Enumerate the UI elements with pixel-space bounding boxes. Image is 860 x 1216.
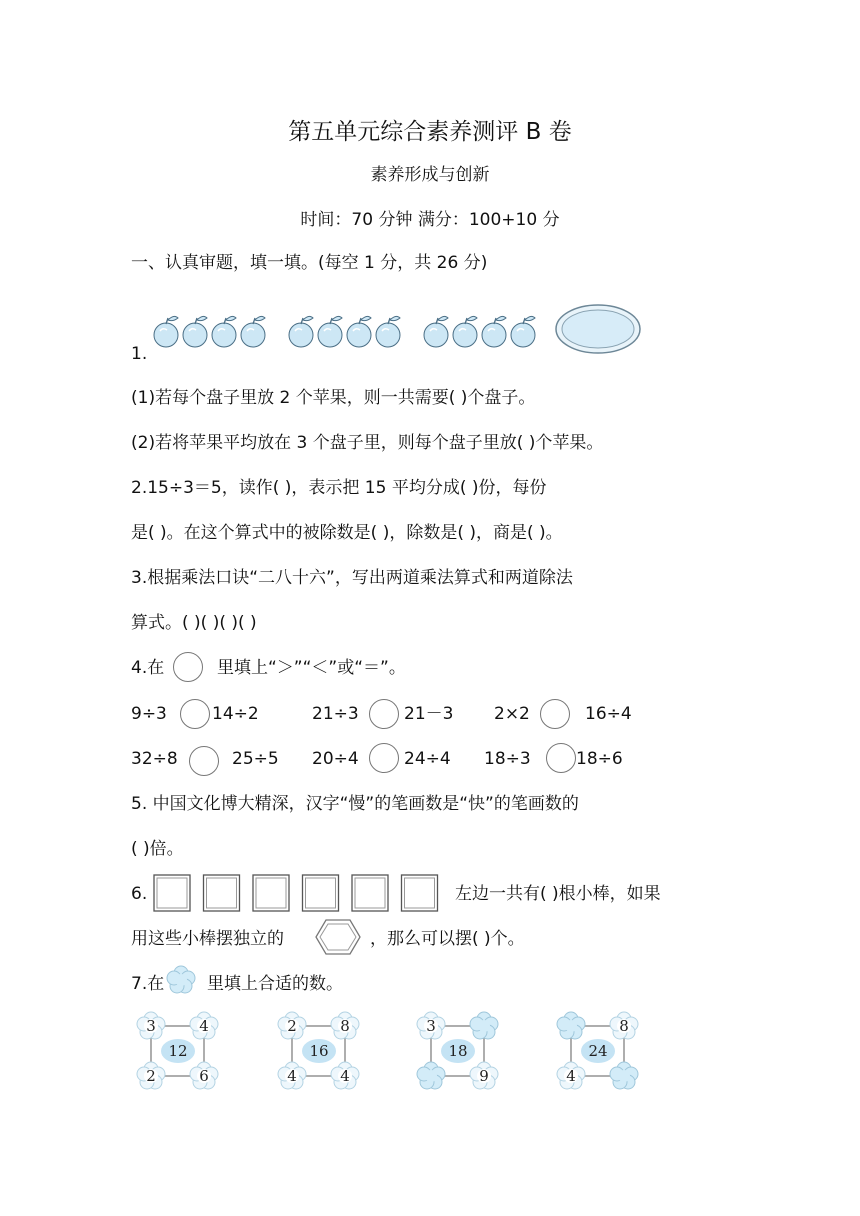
compare-left: 32÷8 xyxy=(131,749,178,769)
apple-icon xyxy=(482,316,506,347)
answer-circle[interactable] xyxy=(369,699,399,729)
answer-circle[interactable] xyxy=(540,699,570,729)
flower-blank-icon[interactable] xyxy=(470,1012,498,1039)
question-4-prefix: 4.在 xyxy=(131,658,165,678)
apple-icon xyxy=(376,316,400,347)
corner-number: 6 xyxy=(199,1067,209,1085)
stick-square xyxy=(253,875,289,911)
answer-circle[interactable] xyxy=(369,743,399,773)
compare-right: 14÷2 xyxy=(212,704,259,724)
flower-icon xyxy=(165,964,197,996)
question-1-part-1: (1)若每个盘子里放 2 个苹果，则一共需要( )个盘子。 xyxy=(131,388,536,408)
puzzle-frame xyxy=(414,1010,504,1090)
stick-square xyxy=(303,875,339,911)
corner-number-flower xyxy=(331,1062,359,1089)
corner-number: 8 xyxy=(619,1017,629,1035)
compare-left: 20÷4 xyxy=(312,749,359,769)
apple-icon xyxy=(424,316,448,347)
flower-blank-icon[interactable] xyxy=(557,1012,585,1039)
apple-icon xyxy=(212,316,236,347)
answer-circle[interactable] xyxy=(546,743,576,773)
question-5-line-2: ( )倍。 xyxy=(131,839,184,859)
question-6-number: 6. xyxy=(131,884,148,904)
corner-number: 8 xyxy=(340,1017,350,1035)
center-product: 18 xyxy=(448,1042,468,1060)
compare-right: 16÷4 xyxy=(585,704,632,724)
number-puzzle xyxy=(134,1010,224,1090)
compare-left: 2×2 xyxy=(494,704,530,724)
corner-number: 4 xyxy=(287,1067,297,1085)
corner-number-flower xyxy=(557,1062,585,1089)
puzzle-frame xyxy=(134,1010,224,1090)
question-2-line-1: 2.15÷3＝5，读作( )，表示把 15 平均分成( )份，每份 xyxy=(131,478,547,498)
puzzle-frame xyxy=(275,1010,365,1090)
corner-number-flower xyxy=(137,1062,165,1089)
stick-square xyxy=(204,875,240,911)
compare-right: 18÷6 xyxy=(576,749,623,769)
corner-number-flower xyxy=(190,1062,218,1089)
apples-plate-illustration xyxy=(150,305,650,357)
page-subtitle: 素养形成与创新 xyxy=(370,165,490,185)
corner-number-flower xyxy=(278,1062,306,1089)
number-puzzle xyxy=(554,1010,644,1090)
apple-icon xyxy=(154,316,178,347)
corner-number-flower xyxy=(278,1012,306,1039)
corner-number: 2 xyxy=(146,1067,156,1085)
corner-number-flower xyxy=(137,1012,165,1039)
corner-number: 2 xyxy=(287,1017,297,1035)
page-title: 第五单元综合素养测评 B 卷 xyxy=(288,119,572,145)
question-6-line-2b: ，那么可以摆( )个。 xyxy=(370,929,525,949)
exam-info: 时间：70 分钟 满分：100+10 分 xyxy=(300,210,560,230)
center-product: 12 xyxy=(168,1042,188,1060)
stick-square xyxy=(352,875,388,911)
compare-right: 21－3 xyxy=(404,704,454,724)
flower-blank-icon[interactable] xyxy=(417,1062,445,1089)
corner-number-flower xyxy=(190,1012,218,1039)
apple-icon xyxy=(453,316,477,347)
corner-number: 9 xyxy=(479,1067,489,1085)
apple-icon xyxy=(347,316,371,347)
corner-number: 4 xyxy=(199,1017,209,1035)
question-5-line-1: 5. 中国文化博大精深，汉字“慢”的笔画数是“快”的笔画数的 xyxy=(131,794,579,814)
question-3-line-1: 3.根据乘法口诀“二八十六”，写出两道乘法算式和两道除法 xyxy=(131,568,573,588)
question-1-part-2: (2)若将苹果平均放在 3 个盘子里，则每个盘子里放( )个苹果。 xyxy=(131,433,604,453)
question-7-prefix: 7.在 xyxy=(131,974,165,994)
question-3-line-2: 算式。( )( )( )( ) xyxy=(131,613,257,633)
corner-number-flower xyxy=(470,1062,498,1089)
compare-left: 18÷3 xyxy=(484,749,531,769)
question-4-instruction: 里填上“＞”“＜”或“＝”。 xyxy=(217,658,406,678)
question-7-instruction: 里填上合适的数。 xyxy=(207,974,343,994)
stick-square xyxy=(154,875,190,911)
stick-squares-illustration xyxy=(152,874,442,914)
compare-right: 25÷5 xyxy=(232,749,279,769)
hexagon-icon xyxy=(314,917,362,957)
plate-icon xyxy=(556,305,640,353)
puzzle-frame xyxy=(554,1010,644,1090)
question-6-line-2a: 用这些小棒摆独立的 xyxy=(131,929,284,949)
section-heading: 一、认真审题，填一填。(每空 1 分，共 26 分) xyxy=(131,253,488,273)
corner-number: 4 xyxy=(340,1067,350,1085)
question-2-line-2: 是( )。在这个算式中的被除数是( )，除数是( )，商是( )。 xyxy=(131,523,563,543)
number-puzzle xyxy=(275,1010,365,1090)
corner-number-flower xyxy=(331,1012,359,1039)
question-1-number: 1. xyxy=(131,344,148,364)
question-6-text: 左边一共有( )根小棒，如果 xyxy=(455,884,661,904)
apple-icon xyxy=(511,316,535,347)
apple-icon xyxy=(241,316,265,347)
stick-square xyxy=(402,875,438,911)
compare-circle-icon xyxy=(173,652,203,682)
corner-number: 3 xyxy=(426,1017,436,1035)
apple-icon xyxy=(318,316,342,347)
center-product: 24 xyxy=(588,1042,608,1060)
compare-right: 24÷4 xyxy=(404,749,451,769)
corner-number: 3 xyxy=(146,1017,156,1035)
compare-left: 21÷3 xyxy=(312,704,359,724)
answer-circle[interactable] xyxy=(189,746,219,776)
apple-icon xyxy=(289,316,313,347)
compare-left: 9÷3 xyxy=(131,704,167,724)
corner-number: 4 xyxy=(566,1067,576,1085)
corner-number-flower xyxy=(417,1012,445,1039)
corner-number-flower xyxy=(610,1012,638,1039)
number-puzzle xyxy=(414,1010,504,1090)
center-product: 16 xyxy=(309,1042,329,1060)
flower-blank-icon[interactable] xyxy=(610,1062,638,1089)
answer-circle[interactable] xyxy=(180,699,210,729)
apple-icon xyxy=(183,316,207,347)
